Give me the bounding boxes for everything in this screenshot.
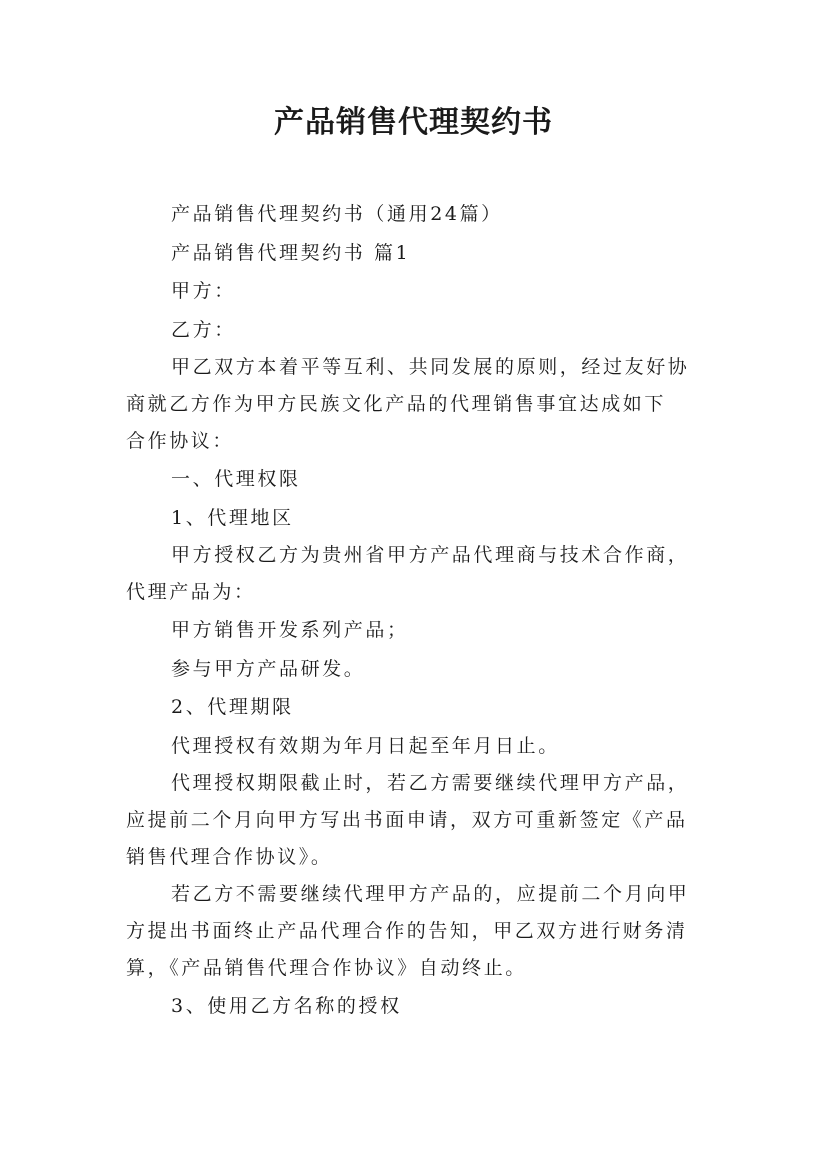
text-line: 销售代理合作协议》。 <box>126 846 333 868</box>
subsection-heading: 2、代理期限 <box>171 696 294 718</box>
text-line: 甲方授权乙方为贵州省甲方产品代理商与技术合作商， <box>171 544 690 566</box>
paragraph <box>126 876 712 987</box>
subsection-heading: 3、使用乙方名称的授权 <box>171 995 402 1017</box>
text-line: 甲方销售开发系列产品； <box>171 619 409 641</box>
text-line: 合作协议： <box>126 430 235 452</box>
paragraph <box>126 765 712 876</box>
text-line: 产品销售代理契约书（通用24篇） <box>171 203 503 225</box>
document-body <box>126 195 712 1026</box>
subsection-heading: 1、代理地区 <box>171 506 294 529</box>
text-line: 产品销售代理契约书 篇1 <box>171 241 411 264</box>
text-line: 甲乙双方本着平等互利、共同发展的原则，经过友好协 <box>171 356 690 378</box>
text-line: 参与甲方产品研发。 <box>171 657 366 680</box>
text-line: 若乙方不需要继续代理甲方产品的，应提前二个月向甲 <box>171 883 690 905</box>
paragraph <box>126 349 712 460</box>
text-line: 代理授权期限截止时，若乙方需要继续代理甲方产品， <box>171 772 690 794</box>
document-title: 产品销售代理契约书 <box>274 105 553 140</box>
text-line: 代理授权有效期为年月日起至年月日止。 <box>171 734 560 757</box>
text-line: 应提前二个月向甲方写出书面申请，双方可重新签定《产品 <box>126 809 688 831</box>
text-line: 商就乙方作为甲方民族文化产品的代理销售事宜达成如下 <box>126 393 667 415</box>
text-line: 乙方： <box>171 318 236 341</box>
text-line: 方提出书面终止产品代理合作的告知，甲乙双方进行财务清 <box>126 920 688 942</box>
text-line: 甲方： <box>171 280 236 302</box>
text-line: 代理产品为： <box>126 581 256 603</box>
paragraph <box>126 537 712 611</box>
section-heading: 一、代理权限 <box>171 468 301 490</box>
text-line: 算，《产品销售代理合作协议》自动终止。 <box>126 957 527 979</box>
